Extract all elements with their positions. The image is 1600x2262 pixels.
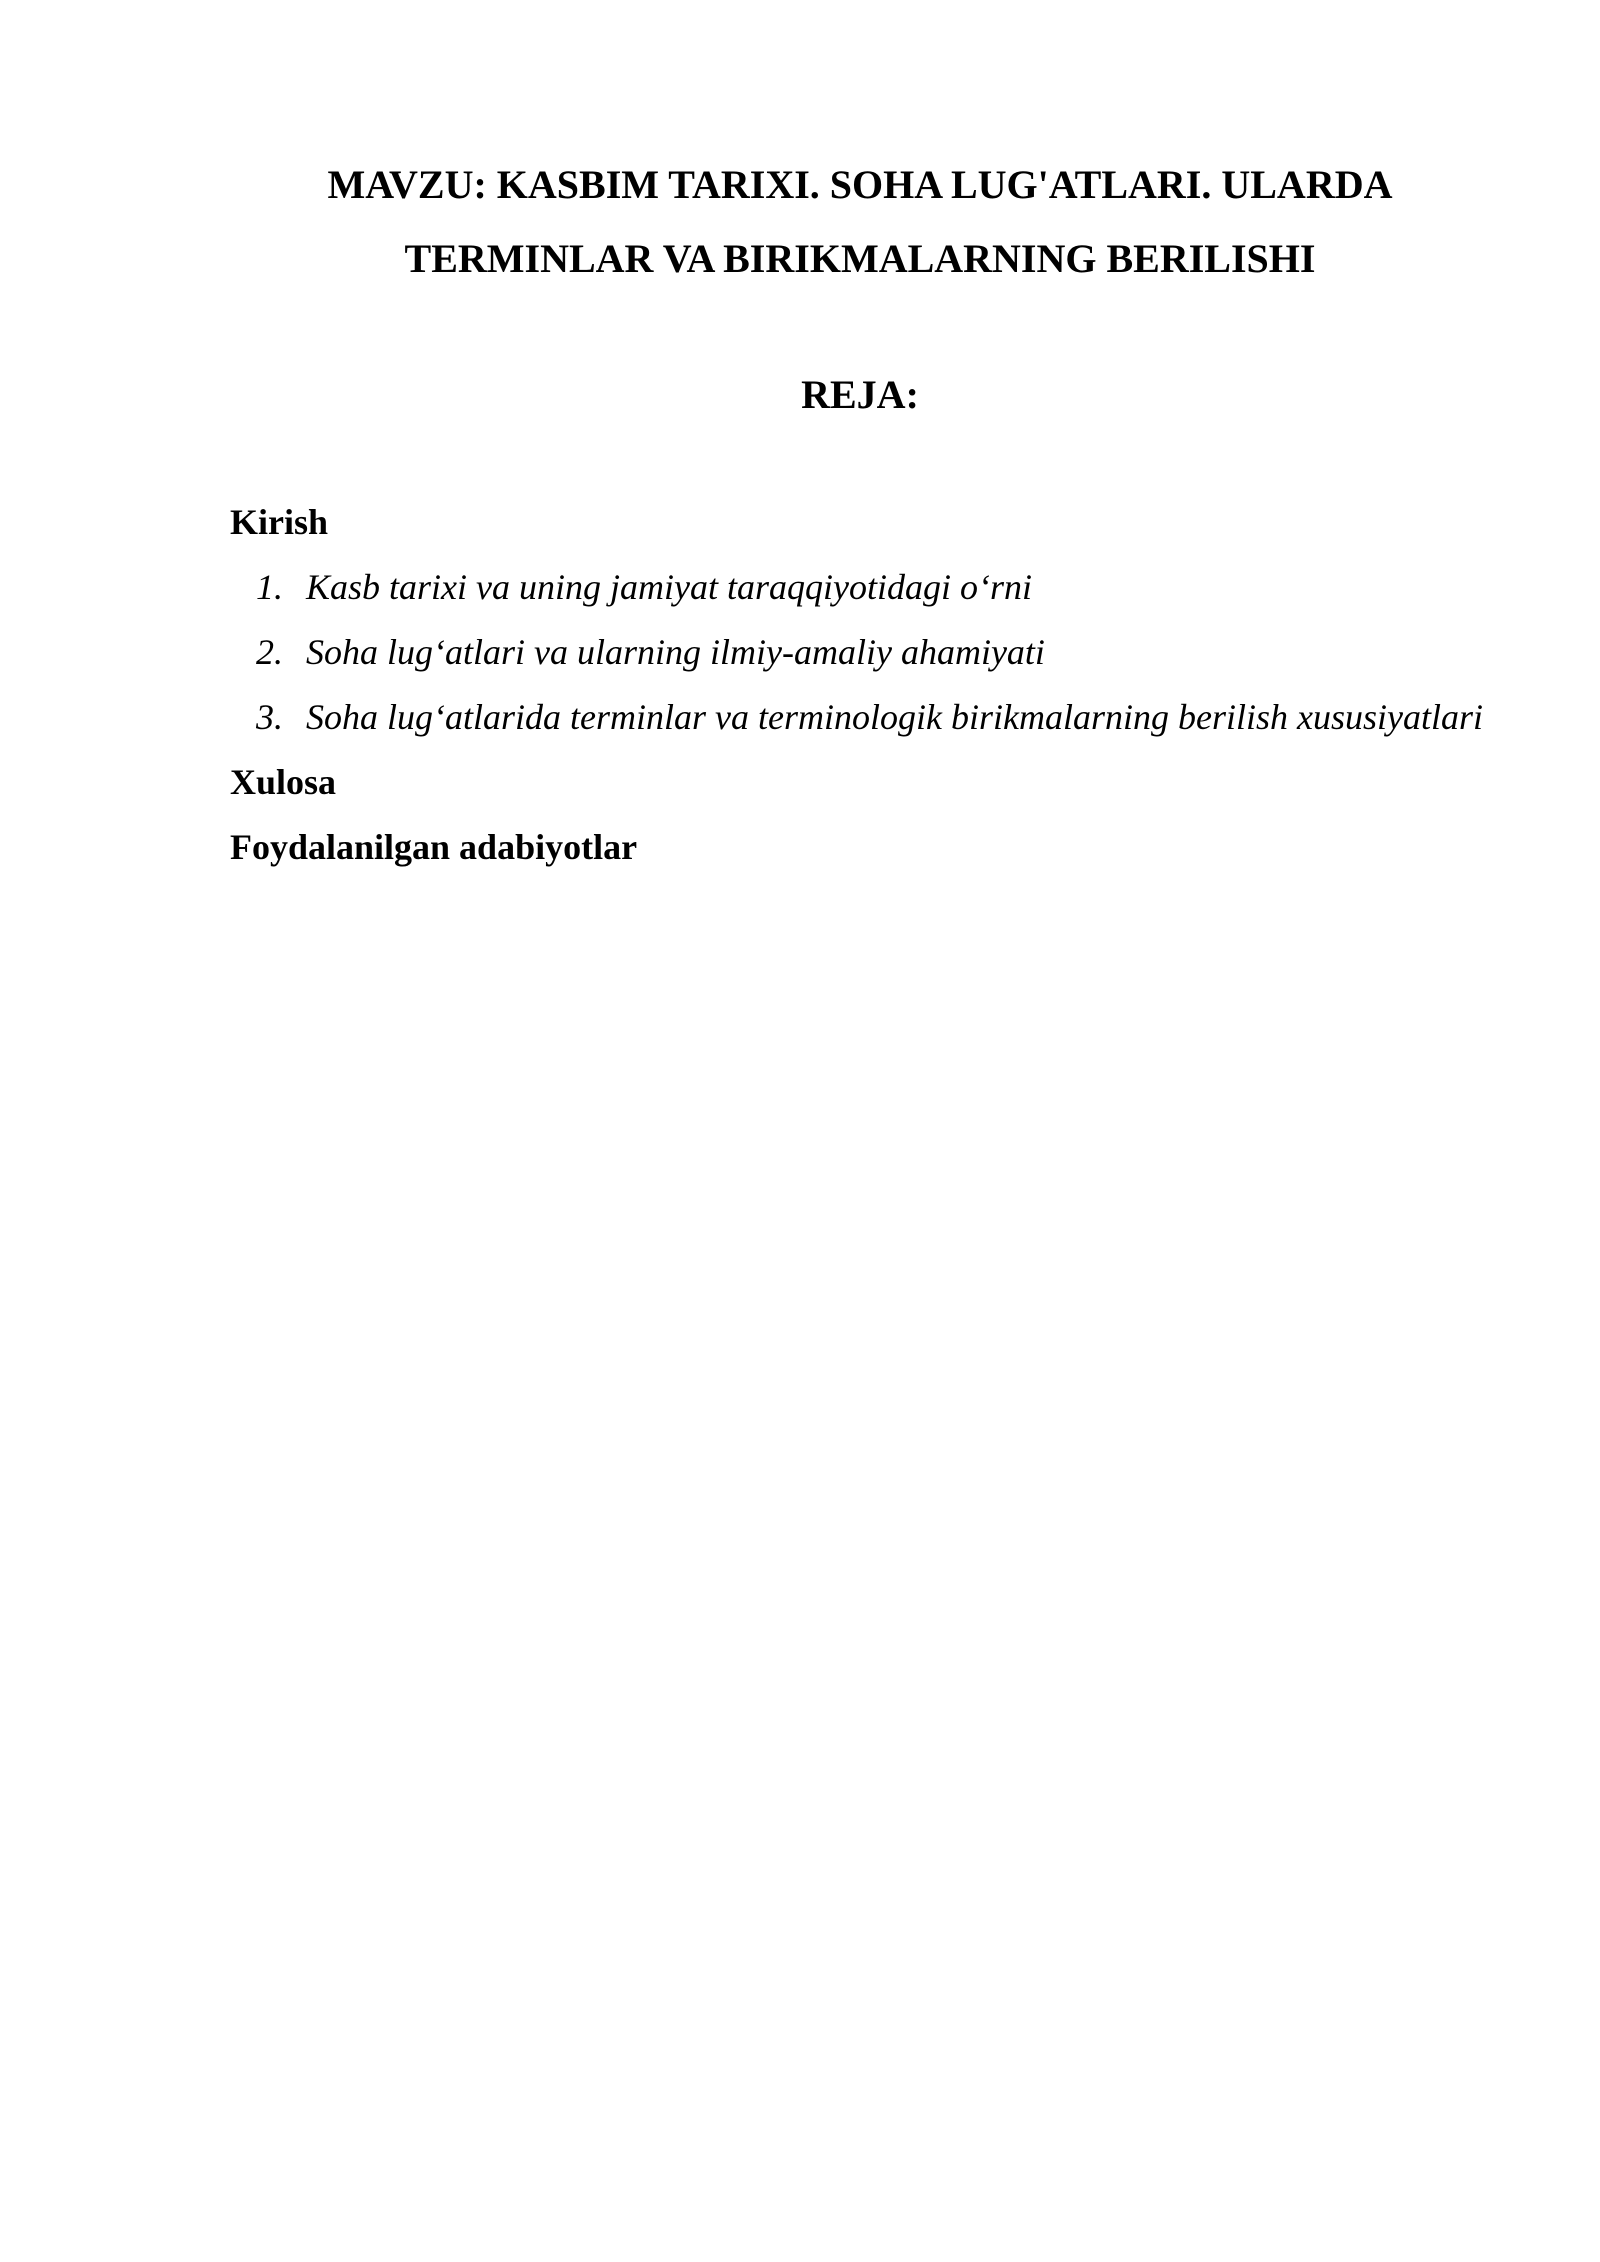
list-item-number: 1. <box>256 567 283 607</box>
list-item-text: Soha lug‘atlarida terminlar va terminologik birikmalarning berilish xususiyatlari <box>306 697 1483 737</box>
plan-outline <box>230 490 1490 880</box>
list-item <box>230 620 1490 685</box>
list-item-text: Kasb tarixi va uning jamiyat taraqqiyotidagi o‘rni <box>306 567 1032 607</box>
list-item-number: 2. <box>256 632 283 672</box>
title-line-1: MAVZU: KASBIM TARIXI. SOHA LUG'ATLARI. ULARDA <box>327 162 1393 207</box>
title-line-2: TERMINLAR VA BIRIKMALARNING BERILISHI <box>404 236 1316 281</box>
section-references: Foydalanilgan adabiyotlar <box>230 827 638 867</box>
plan-heading: REJA: <box>801 372 919 417</box>
list-item-number: 3. <box>256 697 283 737</box>
list-item <box>230 685 1490 750</box>
document-title <box>230 148 1490 296</box>
plan-list <box>230 555 1490 750</box>
list-item <box>230 555 1490 620</box>
section-conclusion: Xulosa <box>230 762 337 802</box>
list-item-text: Soha lug‘atlari va ularning ilmiy-amaliy ahamiyati <box>306 632 1045 672</box>
section-intro: Kirish <box>230 502 329 542</box>
